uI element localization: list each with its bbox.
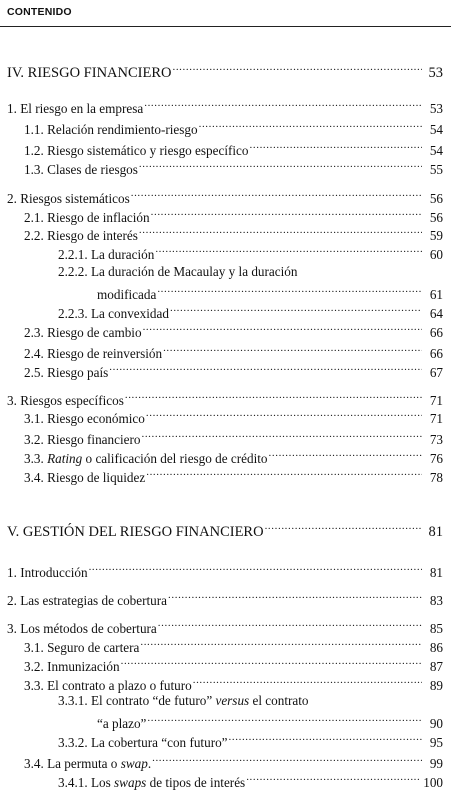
toc-entry-label: 2.2.3. La convexidad: [58, 306, 169, 321]
dot-leader: [155, 243, 422, 259]
toc-entry-label: 1.1. Relación rendimiento-riesgo: [24, 122, 198, 137]
toc-entry-label-a: 3.4. La permuta o: [24, 756, 118, 771]
toc-entry[interactable]: [24, 139, 443, 159]
toc-entry-label-italic: versus: [215, 693, 250, 708]
toc-entry-label: 2.4. Riesgo de reinversión: [24, 346, 163, 361]
toc-entry[interactable]: [24, 447, 443, 467]
dot-leader: [170, 302, 422, 318]
toc-entry-page: 81: [429, 565, 443, 580]
dot-leader: [139, 224, 422, 240]
dot-leader: [151, 206, 422, 222]
dot-leader: [163, 342, 422, 358]
toc-entry-label-a: 3.3.1. El contrato “de futuro”: [58, 693, 213, 708]
toc-entry[interactable]: [24, 636, 443, 656]
toc-entry-page: 86: [429, 640, 443, 655]
dot-leader: [146, 407, 422, 423]
toc-entry-page: 87: [429, 659, 443, 674]
toc-entry-label: 3.2. Riesgo financiero: [24, 432, 141, 447]
page-header: CONTENIDO: [7, 6, 72, 18]
toc-entry[interactable]: [7, 561, 443, 581]
toc-entry[interactable]: [58, 731, 443, 751]
toc-entry[interactable]: [58, 302, 443, 322]
toc-entry[interactable]: [7, 389, 443, 409]
toc-entry-label: 2. Riesgos sistemáticos: [7, 191, 130, 206]
toc-entry-label: 3. Los métodos de cobertura: [7, 621, 157, 636]
toc-entry-label: “a plazo”: [97, 716, 147, 731]
toc-entry-label: 3. Riesgos específicos: [7, 393, 124, 408]
toc-entry[interactable]: [24, 158, 443, 178]
toc-entry-page: 54: [429, 122, 443, 137]
toc-entry-label-italic: swap: [120, 756, 148, 771]
toc-entry[interactable]: [24, 361, 443, 381]
toc-entry-page: 56: [429, 191, 443, 206]
toc-entry[interactable]: [24, 752, 443, 772]
toc-entry-label-a: 3.4.1. Los: [58, 775, 111, 790]
dot-leader: [199, 118, 422, 134]
toc-entry-page: 99: [429, 756, 443, 771]
dot-leader: [140, 636, 422, 652]
toc-entry-page: 54: [429, 143, 443, 158]
toc-entry[interactable]: [24, 342, 443, 362]
toc-entry-label: 2. Las estrategias de cobertura: [7, 593, 168, 608]
toc-entry-page: 60: [429, 247, 443, 262]
dot-leader: [193, 674, 422, 690]
toc-entry-label: 1. El riesgo en la empresa: [7, 101, 144, 116]
dot-leader: [157, 283, 422, 299]
toc-entry-label-b: de tipos de interés: [149, 775, 246, 790]
toc-entry[interactable]: [97, 283, 443, 303]
dot-leader: [125, 389, 422, 405]
toc-entry-page: 85: [429, 621, 443, 636]
dot-leader: [144, 97, 422, 113]
toc-entry-label-end: .: [147, 756, 152, 771]
toc-entry-label: 3.2. Inmunización: [24, 659, 120, 674]
toc-entry-label-rest: o calificación del riesgo de crédito: [85, 451, 268, 466]
toc-entry-chapter-v[interactable]: [7, 520, 443, 540]
toc-entry-label: 3.4. Riesgo de liquidez: [24, 470, 146, 485]
dot-leader: [168, 589, 422, 605]
toc-entry-label-italic: swaps: [114, 775, 147, 790]
toc-entry-page: 59: [429, 228, 443, 243]
toc-entry-page: 66: [429, 325, 443, 340]
toc-entry-label: V. GESTIÓN DEL RIESGO FINANCIERO: [7, 524, 264, 540]
toc-entry-label: [24, 451, 268, 467]
dot-leader: [121, 655, 422, 671]
dot-leader: [131, 187, 422, 203]
dot-leader: [152, 752, 422, 768]
toc-entry-label: 2.5. Riesgo país: [24, 365, 109, 380]
toc-entry-label: 1. Introducción: [7, 565, 88, 580]
toc-entry[interactable]: [24, 321, 443, 341]
toc-entry-page: 73: [429, 432, 443, 447]
dot-leader: [146, 466, 422, 482]
toc-entry[interactable]: [24, 118, 443, 138]
toc-entry[interactable]: [24, 224, 443, 244]
toc-entry-page: 78: [429, 470, 443, 485]
toc-entry[interactable]: [24, 655, 443, 675]
toc-entry-page: 61: [429, 287, 443, 302]
toc-entry-page: 71: [429, 393, 443, 408]
toc-entry-label: 1.3. Clases de riesgos: [24, 162, 138, 177]
toc-entry-page: 95: [429, 735, 443, 750]
dot-leader: [141, 428, 422, 444]
dot-leader: [147, 712, 422, 728]
toc-entry-label: 2.2.1. La duración: [58, 247, 155, 262]
toc-entry-page: 90: [429, 716, 443, 731]
toc-entry-label: [24, 756, 151, 772]
toc-entry-label: IV. RIESGO FINANCIERO: [7, 65, 172, 81]
toc-entry-label: 3.3. El contrato a plazo o futuro: [24, 678, 192, 693]
dot-leader: [89, 561, 422, 577]
header-rule: [0, 26, 451, 27]
toc-entry[interactable]: [24, 428, 443, 448]
toc-entry-page: 76: [429, 451, 443, 466]
toc-entry[interactable]: [58, 243, 443, 263]
dot-leader: [139, 158, 422, 174]
toc-entry[interactable]: [7, 187, 443, 207]
toc-entry[interactable]: [7, 617, 443, 637]
toc-entry[interactable]: [97, 712, 443, 732]
toc-entry-page: 67: [429, 365, 443, 380]
toc-entry-label: 3.1. Seguro de cartera: [24, 640, 140, 655]
toc-entry-label: [58, 775, 245, 791]
toc-entry-label: 2.3. Riesgo de cambio: [24, 325, 142, 340]
toc-entry-page: 53: [428, 65, 443, 81]
toc-entry-label-line1: 2.2.2. La duración de Macaulay y la duración: [58, 264, 298, 279]
toc-entry-page: 56: [429, 210, 443, 225]
dot-leader: [172, 61, 422, 77]
toc-entry[interactable]: [58, 771, 443, 791]
toc-entry-page: 83: [429, 593, 443, 608]
toc-entry-label: 1.2. Riesgo sistemático y riesgo específico: [24, 143, 249, 158]
dot-leader: [269, 447, 422, 463]
toc-entry-label: 3.3.2. La cobertura “con futuro”: [58, 735, 228, 750]
toc-entry-page: 100: [423, 775, 443, 790]
toc-entry-page: 81: [428, 524, 443, 540]
dot-leader: [250, 139, 422, 155]
toc-entry-label-prefix: 3.3.: [24, 451, 44, 466]
toc-entry[interactable]: [24, 466, 443, 486]
toc-entry[interactable]: [24, 206, 443, 226]
toc-entry-page: 53: [429, 101, 443, 116]
toc-entry[interactable]: [7, 97, 443, 117]
dot-leader: [109, 361, 422, 377]
toc-entry[interactable]: [24, 407, 443, 427]
toc-entry-page: 66: [429, 346, 443, 361]
toc-entry-chapter-iv[interactable]: [7, 61, 443, 81]
toc-entry[interactable]: [7, 589, 443, 609]
toc-entry-label-italic: Rating: [47, 451, 83, 466]
toc-entry-label: 3.1. Riesgo económico: [24, 411, 145, 426]
toc-entry-label: modificada: [97, 287, 157, 302]
toc-entry[interactable]: [24, 674, 443, 694]
toc-entry-page: 55: [429, 162, 443, 177]
dot-leader: [246, 771, 420, 787]
toc-entry-label: 2.2. Riesgo de interés: [24, 228, 138, 243]
dot-leader: [143, 321, 422, 337]
dot-leader: [265, 520, 422, 536]
toc-entry-page: 89: [429, 678, 443, 693]
dot-leader: [158, 617, 422, 633]
dot-leader: [229, 731, 422, 747]
toc-entry-page: 71: [429, 411, 443, 426]
toc-entry-page: 64: [429, 306, 443, 321]
toc-entry-label-line1: [58, 693, 309, 709]
toc-entry-label-b: el contrato: [252, 693, 309, 708]
toc-entry-label: 2.1. Riesgo de inflación: [24, 210, 150, 225]
